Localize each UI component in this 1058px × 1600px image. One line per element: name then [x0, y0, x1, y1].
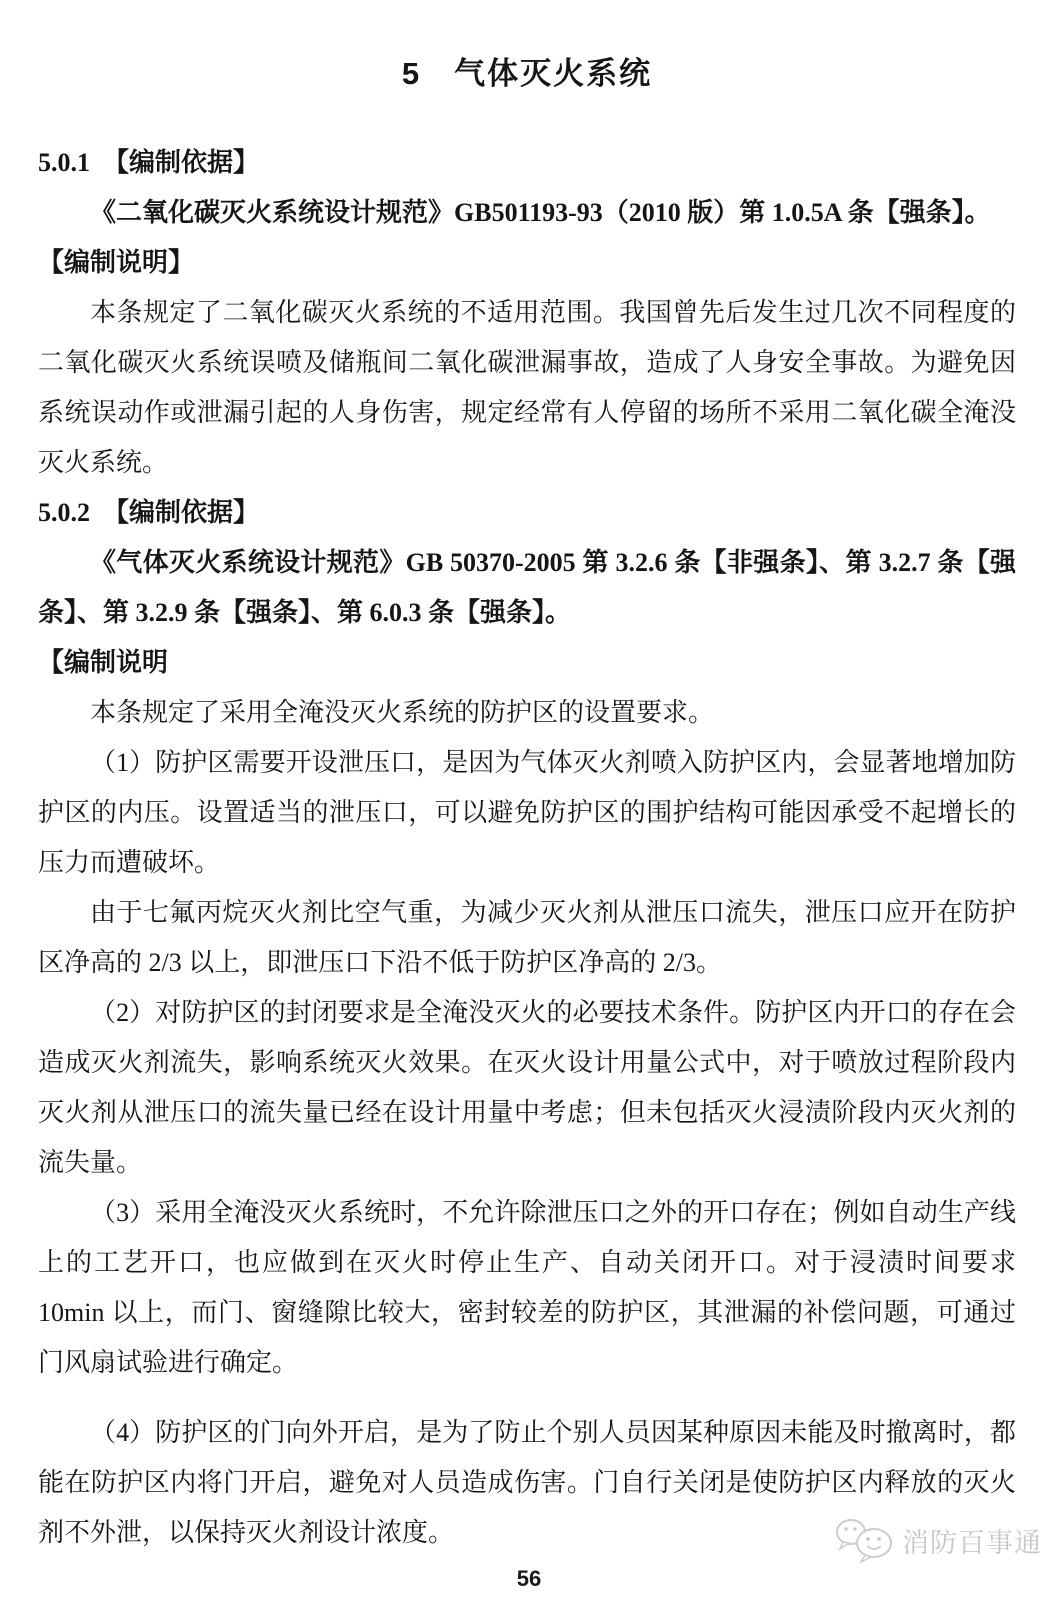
section-heading-5-0-1: 5.0.1 【编制依据】	[38, 148, 260, 177]
explanation-item-3: （3）采用全淹没灭火系统时，不允许除泄压口之外的开口存在；例如自动生产线上的工艺开口，也应做到在灭火时停止生产、自动关闭开口。对于浸渍时间要求 10min 以上，而门、窗缝隙比较大，密封较差的防护区，其泄漏的补偿问题，可通过门风扇试验进行确定。	[38, 1198, 1016, 1377]
explanation-heading-5-0-1: 【编制说明】	[38, 248, 195, 277]
section-heading-5-0-2: 5.0.2 【编制依据】	[38, 498, 260, 527]
page-title: 5 气体灭火系统	[401, 56, 653, 91]
page-number: 56	[516, 1566, 542, 1591]
explanation-heading-5-0-2: 【编制说明	[38, 648, 169, 677]
explanation-intro-5-0-2: 本条规定了采用全淹没灭火系统的防护区的设置要求。	[90, 698, 715, 727]
explanation-item-1: （1）防护区需要开设泄压口，是因为气体灭火剂喷入防护区内，会显著地增加防护区的内压。设置适当的泄压口，可以避免防护区的围护结构可能因承受不起增长的压力而遭破坏。	[38, 748, 1016, 877]
reference-line-5-0-1: 《二氧化碳灭火系统设计规范》GB501193-93（2010 版）第 1.0.5A 条【强条】。	[90, 198, 991, 227]
explanation-item-4: （4）防护区的门向外开启，是为了防止个别人员因某种原因未能及时撤离时，都能在防护区内将门开启，避免对人员造成伤害。门自行关闭是使防护区内释放的灭火剂不外泄，以保持灭火剂设计浓度。	[38, 1418, 1016, 1547]
explanation-item-1-note: 由于七氟丙烷灭火剂比空气重，为减少灭火剂从泄压口流失，泄压口应开在防护区净高的 2/3 以上，即泄压口下沿不低于防护区净高的 2/3。	[38, 898, 1016, 977]
explanation-item-2: （2）对防护区的封闭要求是全淹没灭火的必要技术条件。防护区内开口的存在会造成灭火剂流失，影响系统灭火效果。在灭火设计用量公式中，对于喷放过程阶段内灭火剂从泄压口的流失量已经在设计用量中考虑；但未包括灭火浸渍阶段内灭火剂的流失量。	[38, 998, 1016, 1177]
reference-line-5-0-2: 《气体灭火系统设计规范》GB 50370-2005 第 3.2.6 条【非强条】、第 3.2.7 条【强条】、第 3.2.9 条【强条】、第 6.0.3 条【强条】。	[38, 548, 1016, 627]
watermark-label: 消防百事通	[902, 1528, 1042, 1558]
explanation-paragraph-5-0-1: 本条规定了二氧化碳灭火系统的不适用范围。我国曾先后发生过几次不同程度的二氧化碳灭火系统误喷及储瓶间二氧化碳泄漏事故，造成了人身安全事故。为避免因系统误动作或泄漏引起的人身伤害，规定经常有人停留的场所不采用二氧化碳全淹没灭火系统。	[38, 298, 1016, 477]
